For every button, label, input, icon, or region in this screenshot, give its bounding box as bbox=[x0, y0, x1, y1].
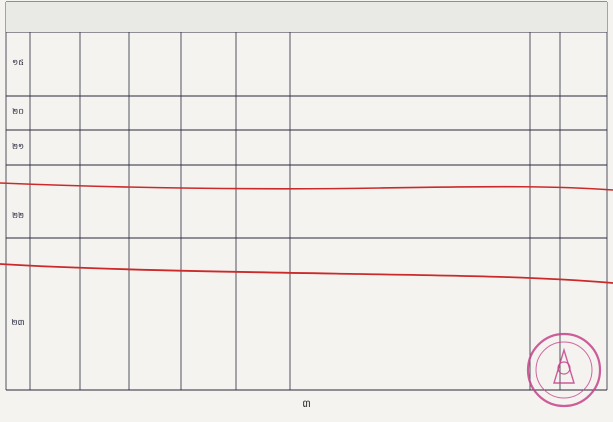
row-1-no: ២០ bbox=[12, 107, 24, 116]
row-0-no: ១៥ bbox=[12, 58, 24, 67]
row-4-c1 bbox=[32, 318, 78, 330]
row-1-desc bbox=[292, 99, 528, 127]
row-0-ref bbox=[238, 58, 288, 70]
row-2-c2 bbox=[82, 142, 127, 154]
row-0-c8 bbox=[562, 58, 605, 70]
row-3-desc bbox=[292, 199, 528, 235]
row-0-date bbox=[183, 58, 234, 70]
row-2-date bbox=[183, 142, 234, 154]
row-2-c3 bbox=[131, 142, 179, 154]
row-0-desc bbox=[292, 35, 528, 93]
row-2-c7 bbox=[532, 142, 558, 154]
row-3-no: ២២ bbox=[11, 211, 25, 220]
row-0-c2 bbox=[82, 58, 127, 70]
header-cell-3 bbox=[131, 6, 179, 30]
header-cell-0 bbox=[8, 6, 28, 30]
header-cell-6 bbox=[292, 6, 528, 30]
row-3-ref bbox=[238, 211, 288, 223]
page-number: ៣ bbox=[302, 399, 311, 410]
row-4-no: ២៣ bbox=[11, 318, 25, 327]
header-cell-4 bbox=[183, 6, 234, 30]
row-1-c7 bbox=[532, 107, 558, 119]
seal-outer-ring bbox=[528, 334, 600, 406]
row-0-c1 bbox=[32, 58, 78, 70]
row-4-desc bbox=[292, 261, 528, 387]
header-cell-2 bbox=[82, 6, 127, 30]
row-0-c7 bbox=[532, 58, 558, 70]
row-2-c8 bbox=[562, 142, 605, 154]
row-3-date bbox=[183, 211, 234, 223]
header-cell-7 bbox=[532, 6, 558, 30]
row-1-date bbox=[183, 107, 234, 119]
row-2-desc bbox=[292, 133, 528, 162]
row-3-c3 bbox=[131, 211, 179, 223]
row-4-c3 bbox=[131, 318, 179, 330]
header-cell-5 bbox=[238, 6, 288, 30]
row-1-c3 bbox=[131, 107, 179, 119]
row-0-c3 bbox=[131, 58, 179, 70]
row-2-ref bbox=[238, 142, 288, 154]
row-1-c2 bbox=[82, 107, 127, 119]
row-1-c1 bbox=[32, 107, 78, 119]
official-seal-stamp bbox=[516, 328, 613, 408]
header-cell-8 bbox=[562, 6, 605, 30]
row-4-date bbox=[183, 318, 234, 330]
header-cell-1 bbox=[32, 6, 78, 30]
seal-emblem-icon bbox=[554, 350, 574, 383]
row-2-no: ២១ bbox=[11, 142, 25, 151]
row-4-ref bbox=[238, 318, 288, 330]
row-3-c7 bbox=[532, 211, 558, 223]
row-3-c8 bbox=[562, 211, 605, 223]
row-2-c1 bbox=[32, 142, 78, 154]
row-3-c1 bbox=[32, 211, 78, 223]
row-1-ref bbox=[238, 107, 288, 119]
row-3-c2 bbox=[82, 211, 127, 223]
seal-emblem-center bbox=[558, 362, 570, 374]
row-1-c8 bbox=[562, 107, 605, 119]
row-4-c2 bbox=[82, 318, 127, 330]
